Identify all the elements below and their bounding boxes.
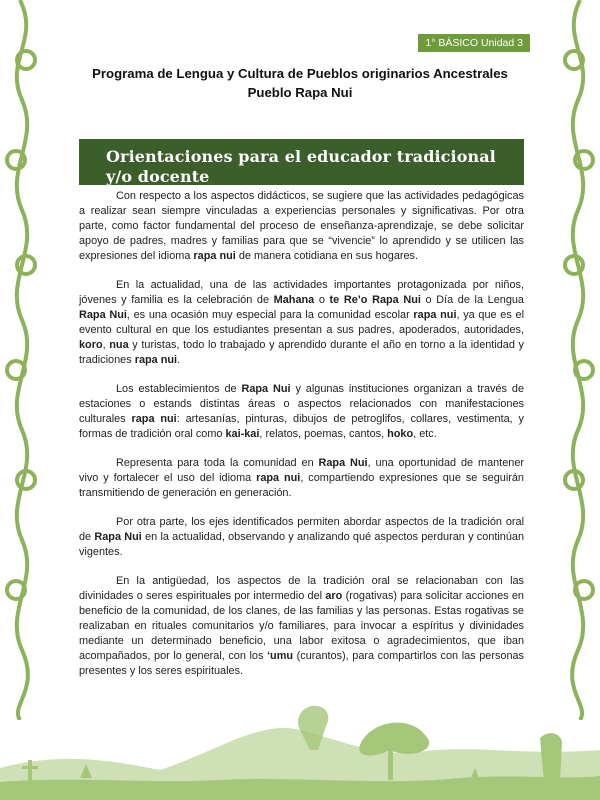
paragraph [79, 456, 524, 501]
text-run: de manera cotidiana en sus hogares. [235, 250, 419, 262]
text-run: En la actualidad, una de las actividades importantes protagonizada por niños, jóvenes y familia es la celebración de [79, 279, 524, 306]
text-run: Representa para toda la comunidad en [116, 457, 319, 469]
bold-term: kai-kai [225, 428, 260, 440]
text-run: , [102, 339, 110, 351]
landscape-illustration [0, 690, 600, 800]
body-text [79, 189, 524, 693]
text-run: o Día de la Lengua [420, 294, 524, 306]
paragraph [79, 574, 524, 679]
page-header [0, 64, 600, 102]
text-run: Los establecimientos de [116, 383, 242, 395]
bold-term: rapa nui [134, 354, 178, 366]
text-run: : artesanías, pinturas, dibujos de petroglifos, collares, vestimenta, y formas de tradición oral como [79, 413, 524, 440]
header-program-title: Programa de Lengua y Cultura de Pueblos originarios Ancestrales [92, 66, 508, 81]
bold-term: ‘umu [267, 650, 294, 662]
text-run: , compartiendo expresiones que se seguirán transmitiendo de generación en generación. [79, 472, 524, 499]
bold-term: Rapa Nui [318, 457, 368, 469]
section-title: Orientaciones para el educador tradicional y/o docente [106, 147, 496, 186]
bold-term: Rapa Nui [241, 383, 291, 395]
bold-term: Rapa Nui [79, 309, 127, 321]
text-run: , etc. [413, 428, 437, 440]
paragraph [79, 189, 524, 264]
header-people-title: Pueblo Rapa Nui [247, 85, 353, 100]
text-run: y turistas, todo lo trabajado y aprendido durante el año en torno a la identidad y tradiciones [79, 339, 524, 366]
decorative-border-right [552, 0, 600, 720]
text-run: Por otra parte, los ejes identificados permiten abordar aspectos de la tradición oral de [79, 516, 524, 543]
decorative-border-left [0, 0, 48, 720]
text-run: o [314, 294, 330, 306]
text-run: (curantos), para compartirlos con las personas presentes y los seres espirituales. [79, 650, 525, 677]
text-run: en la actualidad, observando y analizando qué aspectos perduran y continúan vigentes. [79, 531, 525, 558]
bold-term: te Re’o Rapa Nui [329, 294, 421, 306]
text-run: , relatos, poemas, cantos, [259, 428, 388, 440]
paragraph [79, 382, 524, 442]
paragraph [79, 515, 524, 560]
bold-term: rapa nui [256, 472, 301, 484]
text-run: , ya que es el evento cultural en que los estudiantes presentan a sus padres, apoderados, autoridades, [79, 309, 524, 336]
bold-term: rapa nui [193, 250, 236, 262]
text-run: , una oportunidad de mantener vivo y fortalecer el uso del idioma [79, 457, 525, 484]
text-run: Con respecto a los aspectos didácticos, se sugiere que las actividades pedagógicas a realizar sean siempre vinculadas a experiencias personales y significativas. Por otra parte, como factor fundamental del proceso de enseñanza-aprendizaje, se debe solicitar apoyo de padres, madres y familias para que se “vivencie” lo aprendido y se utilicen las expresiones del idioma [79, 190, 524, 262]
bold-term: Rapa Nui [94, 531, 142, 543]
bold-term: aro [325, 590, 343, 602]
paragraph [79, 278, 524, 368]
text-run: (rogativas) para solicitar acciones en beneficio de la comunidad, de los clanes, de las familias y las personas. Estas rogativas se realizaban en rituales comunitarios y/o familiares, para invocar a espíritus y divinidades mediante un determinado beneficio, una labor exitosa o agradecimientos, que iban acompañados, por lo general, con los [79, 590, 524, 662]
text-run: , es una ocasión muy especial para la comunidad escolar [126, 309, 414, 321]
bold-term: rapa nui [413, 309, 457, 321]
text-run: y algunas instituciones organizan a través de estaciones o estands distintas áreas o aspectos relacionados con manifestaciones culturales [79, 383, 525, 425]
bold-term: Mahana [273, 294, 315, 306]
section-title-banner [79, 139, 524, 185]
grade-unit-badge: 1° BÁSICO Unidad 3 [418, 34, 530, 52]
bold-term: nua [109, 339, 129, 351]
bold-term: rapa nui [131, 413, 177, 425]
text-run: En la antigüedad, los aspectos de la tradición oral se relacionaban con las divinidades o seres espirituales por intermedio del [79, 575, 524, 602]
bold-term: koro [79, 339, 103, 351]
text-run: . [177, 354, 181, 366]
bold-term: hoko [387, 428, 414, 440]
